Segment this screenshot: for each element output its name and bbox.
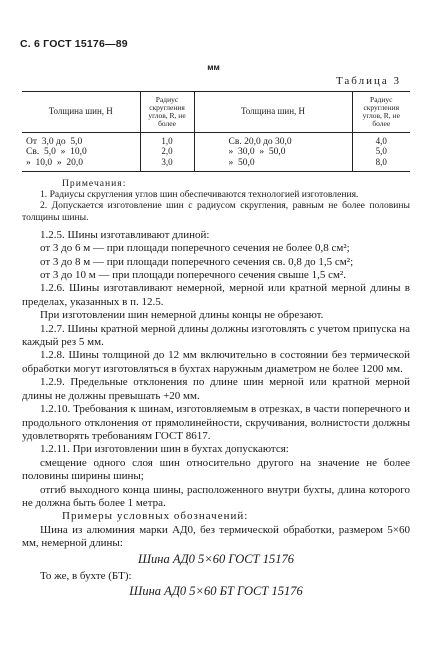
- cell-radius: 1,0: [140, 133, 194, 148]
- radius-table: [22, 91, 410, 172]
- cell-thickness: Св. 20,0 до 30,0: [194, 133, 352, 148]
- clause-1-2-10: 1.2.10. Требования к шинам, изготовляемым в отрезках, в части поперечного и продольного отклонения от прямолинейности, скручивания, волнистости должны удовлетворять требованиям ГОСТ 8617.: [22, 403, 410, 442]
- table-row: [22, 158, 410, 172]
- cell-radius: 2,0: [140, 147, 194, 157]
- table-row: [22, 133, 410, 148]
- cell-radius: 8,0: [352, 158, 410, 172]
- example-1-text: Шина из алюминия марки АД0, без термической обработки, размером 5×60 мм, немерной длины:: [22, 523, 410, 550]
- clause-1-2-6-note: При изготовлении шин немерной длины концы не обрезают.: [40, 309, 324, 322]
- example-2-text: То же, в бухте (БТ):: [40, 569, 132, 582]
- units-label: мм: [207, 62, 220, 72]
- cell-thickness: Св. 5,0 » 10,0: [22, 147, 140, 157]
- col-header-radius-2: Радиус скругления углов, R, не более: [352, 92, 410, 133]
- clause-1-2-8: 1.2.8. Шины толщиной до 12 мм включительно в состоянии без термической обработки могут изготовляться в бухтах наружным диаметром не более 1200 мм.: [22, 349, 410, 375]
- cell-radius: 3,0: [140, 158, 194, 172]
- col-header-radius: Радиус скругления углов, R, не более: [140, 92, 194, 133]
- cell-radius: 4,0: [375, 136, 387, 146]
- designation-1: Шина АД0 5×60 ГОСТ 15176: [138, 551, 294, 566]
- table-header-row: [22, 92, 410, 133]
- table-row: [22, 147, 410, 157]
- clause-1-2-5: 1.2.5. Шины изготавливают длиной:: [40, 228, 210, 241]
- clause-1-2-5-item: от 3 до 10 м — при площади поперечного сечения свыше 1,5 см².: [40, 269, 346, 282]
- clause-1-2-9: 1.2.9. Предельные отклонения по длине шин мерной или кратной мерной длины не должны превышать +20 мм.: [22, 376, 410, 402]
- designation-2: Шина АД0 5×60 БТ ГОСТ 15176: [129, 584, 303, 599]
- cell-thickness: От 3,0 до 5,0: [22, 133, 140, 148]
- examples-title: Примеры условных обозначений:: [62, 510, 249, 523]
- table-label: Таблица 3: [335, 75, 401, 87]
- cell-thickness: » 50,0: [194, 158, 352, 172]
- cell-thickness: » 10,0 » 20,0: [22, 158, 140, 172]
- note-1: 1. Радиусы скругления углов шин обеспечиваются технологией изготовления.: [40, 189, 359, 201]
- notes-title: Примечания:: [62, 178, 127, 189]
- col-header-thickness-2: Толщина шин, Н: [194, 92, 352, 133]
- body-text: [22, 178, 410, 603]
- clause-1-2-7: 1.2.7. Шины кратной мерной длины должны изготовлять с учетом припуска на каждый рез 5 мм.: [22, 322, 410, 349]
- clause-1-2-11: 1.2.11. При изготовлении шин в бухтах допускаются:: [40, 443, 289, 456]
- note-2: 2. Допускается изготовление шин с радиусом скругления, равным не более половины толщины шины.: [22, 200, 410, 223]
- clause-1-2-11-item: отгиб выходного конца шины, расположенного внутри бухты, длина которого не должна быть более 1 метра.: [22, 483, 410, 509]
- page-header: С. 6 ГОСТ 15176—89: [20, 38, 128, 50]
- cell-radius: 5,0: [375, 146, 387, 157]
- clause-1-2-6: 1.2.6. Шины изготавливают немерной, мерной или кратной мерной длины в пределах, указанных в п. 12.5.: [22, 282, 410, 308]
- clause-1-2-11-item: смещение одного слоя шин относительно другого на значение не более половины ширины шины;: [22, 456, 410, 483]
- cell-thickness: » 30,0 » 50,0: [194, 147, 352, 157]
- clause-1-2-5-item: от 3 до 6 м — при площади поперечного сечения не более 0,8 см²;: [40, 242, 350, 255]
- col-header-thickness: Толщина шин, Н: [22, 92, 140, 133]
- clause-1-2-5-item: от 3 до 8 м — при площади поперечного сечения св. 0,8 до 1,5 см²;: [40, 255, 354, 268]
